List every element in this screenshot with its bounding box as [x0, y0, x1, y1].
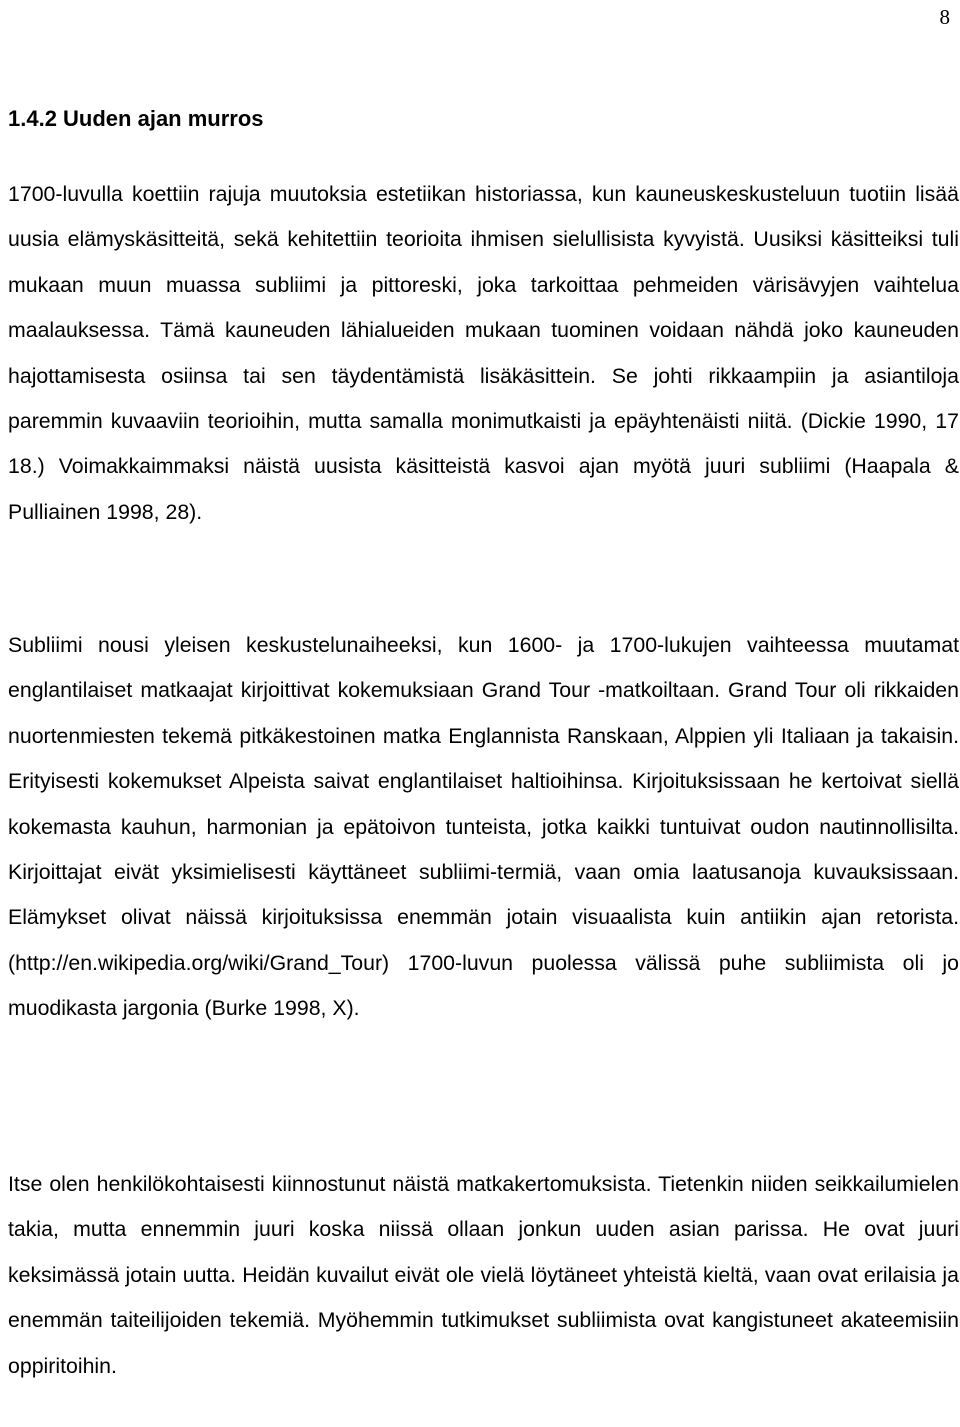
section-heading: 1.4.2 Uuden ajan murros [8, 106, 264, 131]
paragraph-3: Itse olen henkilökohtaisesti kiinnostunut näistä matkakertomuksista. Tietenkin niiden seikkailumielen takia, mutta ennemmin juuri koska niissä ollaan jonkun uuden asian parissa. He ovat juuri keksimässä jotain uutta. Heidän kuvailut eivät ole vielä löytäneet yhteistä kieltä, vaan ovat erilaisia ja enemmän taiteilijoiden tekemiä. Myöhemmin tutkimukset subliimista ovat kangistuneet akateemisiin oppiritoihin. [8, 1172, 959, 1378]
page-number: 8 [939, 5, 950, 29]
paragraph-2: Subliimi nousi yleisen keskustelunaiheeksi, kun 1600- ja 1700-lukujen vaihteessa muutamat englantilaiset matkaajat kirjoittivat kokemuksiaan Grand Tour -matkoiltaan. Grand Tour oli rikkaiden nuortenmiesten tekemä pitkäkestoinen matka Englannista Ranskaan, Alppien yli Italiaan ja takaisin. Erityisesti kokemukset Alpeista saivat englantilaiset haltioihinsa. Kirjoituksissaan he kertoivat siellä kokemasta kauhun, harmonian ja epätoivon tunteista, jotka kaikki tuntuivat oudon nautinnollisilta. Kirjoittajat eivät yksimielisesti käyttäneet subliimi-termiä, vaan omia laatusanoja kuvauksissaan. Elämykset olivat näissä kirjoituksissa enemmän jotain visuaalista kuin antiikin ajan retorista. (http://en.wikipedia.org/wiki/Grand_Tour) 1700-luvun puolessa välissä puhe subliimista oli jo muodikasta jargonia (Burke 1998, X). [8, 633, 959, 1021]
paragraph-1: 1700-luvulla koettiin rajuja muutoksia estetiikan historiassa, kun kauneuskeskusteluun tuotiin lisää uusia elämyskäsitteitä, sekä kehitettiin teorioita ihmisen sielullisista kyvyistä. Uusiksi käsitteiksi tuli mukaan muun muassa subliimi ja pittoreski, joka tarkoittaa pehmeiden värisävyjen vaihtelua maalauksessa. Tämä kauneuden lähialueiden mukaan tuominen voidaan nähdä joko kauneuden hajottamisesta osiinsa tai sen täydentämistä lisäkäsittein. Se johti rikkaampiin ja asiantiloja paremmin kuvaaviin teorioihin, mutta samalla monimutkaisti ja epäyhtenäisti niitä. (Dickie 1990, 17 18.) Voimakkaimmaksi näistä uusista käsitteistä kasvoi ajan myötä juuri subliimi (Haapala & Pulliainen 1998, 28). [8, 182, 959, 524]
